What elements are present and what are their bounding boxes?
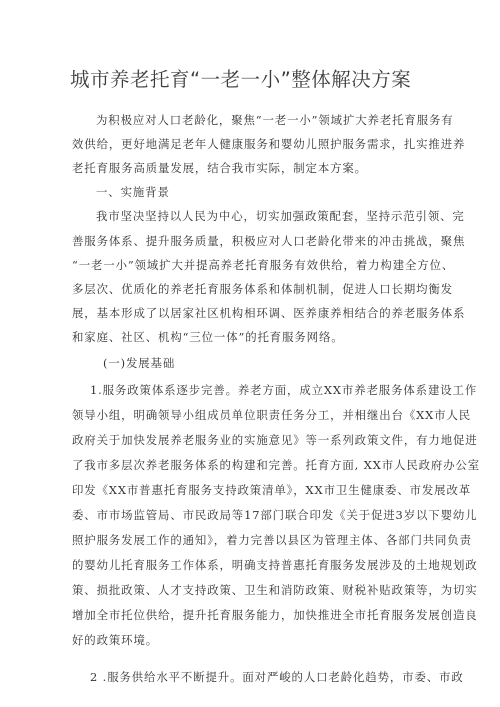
- paragraph-line: 为积极应对人口老龄化，聚焦“一老一小”领域扩大养老托育服务有: [96, 113, 454, 127]
- paragraph-line: 和家庭、社区、机构“三位一体”的托育服务网络。: [72, 330, 344, 344]
- paragraph-line: 委、市市场监管局、市民政局等17部门联合印发《关于促进3岁以下婴幼儿: [72, 508, 478, 522]
- paragraph-line: “一老一小”领域扩大并提高养老托育服务有效供给，着力构建全方位、: [72, 258, 455, 272]
- paragraph-line: 展，基本形成了以居家社区机构相环调、医养康养相结合的养老服务体系: [72, 306, 466, 320]
- paragraph-line: 照护服务发展工作的通知》，着力完善以县区为管理主体、各部门共同负责: [72, 533, 472, 547]
- paragraph-line: 印发《XX市普惠托育服务支持政策清单》，XX市卫生健康委、市发展改革: [72, 483, 472, 497]
- paragraph-line: 我市坚决坚持以人民为中心，切实加强政策配套，坚持示范引领、完: [96, 209, 465, 223]
- paragraph-line: 老托育服务高质量发展，结合我市实际，制定本方案。: [72, 161, 367, 175]
- paragraph-line: 策、损批政策、人才支持政策、卫生和消防政策、财税补贴政策等，为切实: [72, 583, 478, 597]
- subsection-heading: (一)发展基础: [103, 356, 176, 370]
- paragraph-line: 领导小组，明确领导小组成员单位职责任务分工，并相继出台《XX市人民: [72, 408, 472, 422]
- paragraph-line: 了我市多层次养老服务体系的构建和完善。托育方面, XX市人民政府办公室: [72, 458, 481, 472]
- paragraph-line: 增加全市托位供给，提升托育服务能力，加快推进全市托育服务发展创造良: [72, 608, 478, 622]
- paragraph-line: 善服务体系、提升服务质量，积极应对人口老龄化带来的冲击挑战，聚焦: [72, 234, 466, 248]
- paragraph-line: 好的政策环境。: [72, 633, 159, 647]
- paragraph-line: 的婴幼儿托育服务工作体系，明确支持普惠托育服务发展涉及的土地规划政: [72, 558, 478, 572]
- document-title: 城市养老托育“一老一小”整体解决方案: [70, 68, 412, 91]
- paragraph-line: 多层次、优质化的养老托育服务体系和体制机制，促进人口长期均衡发: [72, 282, 454, 296]
- section-heading: 一、实施背景: [96, 185, 170, 199]
- paragraph-line: 效供给，更好地满足老年人健康服务和婴幼儿照护服务需求，扎实推进养: [72, 137, 466, 151]
- paragraph-line: 1.服务政策体系逐步完善。养老方面，成立XX市养老服务体系建设工作: [90, 383, 478, 397]
- paragraph-line: 2 .服务供给水平不断提升。面对严峻的人口老龄化趋势，市委、市政: [90, 670, 464, 684]
- paragraph-line: 政府关于加快发展养老服务业的实施意见》等一系列政策文件，有力地促进: [72, 433, 478, 447]
